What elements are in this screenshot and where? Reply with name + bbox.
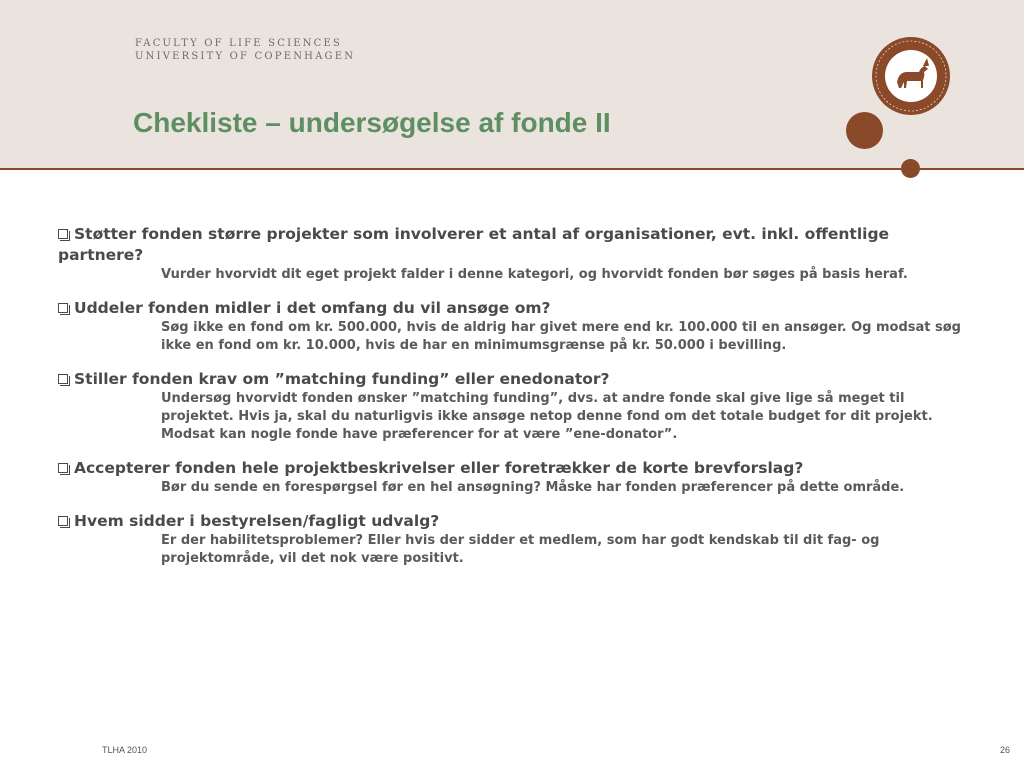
checklist-question: Hvem sidder i bestyrelsen/fagligt udvalg?: [74, 512, 440, 530]
checklist-item: [58, 224, 958, 284]
checkbox-bullet-icon: [58, 516, 68, 526]
university-name: UNIVERSITY OF COPENHAGEN: [135, 51, 356, 62]
footer-author: TLHA 2010: [102, 745, 148, 755]
decorative-dot-small: [901, 159, 920, 178]
checklist-item: [58, 298, 961, 355]
checklist-answer: Søg ikke en fond om kr. 500.000, hvis de aldrig har givet mere end kr. 100.000 til en ansøger. Og modsat søg ikke en fond om kr. 10.000, hvis de har en minimumsgrænse på kr. 50.000 i bevilling.: [161, 320, 961, 353]
decorative-dot-large: [846, 112, 883, 149]
checklist-question: Støtter fonden større projekter som involverer et antal af organisationer, evt. inkl. offentlige partnere?: [58, 225, 890, 264]
checklist-question: Stiller fonden krav om ”matching funding” eller enedonator?: [74, 370, 610, 388]
checklist-answer: Undersøg hvorvidt fonden ønsker ”matching funding”, dvs. at andre fonde skal give lige så meget til projektet. Hvis ja, skal du naturligvis ikke ansøge netop denne fond om det totale budget for dit projekt. Modsat kan nogle fonde have præferencer for at være ”ene-donator”.: [161, 391, 933, 442]
checkbox-bullet-icon: [58, 229, 68, 239]
slide-title: Chekliste – undersøgelse af fonde II: [133, 107, 611, 138]
checklist-item: [58, 458, 958, 497]
checklist-question: Uddeler fonden midler i det omfang du vil ansøge om?: [74, 299, 551, 317]
checkbox-bullet-icon: [58, 303, 68, 313]
checklist: [58, 224, 961, 582]
faculty-name: FACULTY OF LIFE SCIENCES: [135, 38, 343, 49]
checklist-answer: Bør du sende en forespørgsel før en hel ansøgning? Måske har fonden præferencer på dette område.: [161, 480, 905, 495]
checklist-answer: Er der habilitetsproblemer? Eller hvis der sidder et medlem, som har godt kendskab til dit fag- og projektområde, vil det nok være positivt.: [161, 533, 880, 566]
institution-name: [135, 37, 355, 63]
checkbox-bullet-icon: [58, 463, 68, 473]
checklist-question: Accepterer fonden hele projektbeskrivelser eller foretrækker de korte brevforslag?: [74, 459, 804, 477]
checklist-answer: Vurder hvorvidt dit eget projekt falder i denne kategori, og hvorvidt fonden bør søges på basis heraf.: [161, 267, 908, 282]
checkbox-bullet-icon: [58, 374, 68, 384]
checklist-item: [58, 511, 958, 568]
header-divider: [0, 168, 1024, 170]
page-number: 26: [1000, 745, 1011, 755]
faculty-seal-horse-icon: [871, 36, 951, 116]
checklist-item: [58, 369, 958, 444]
